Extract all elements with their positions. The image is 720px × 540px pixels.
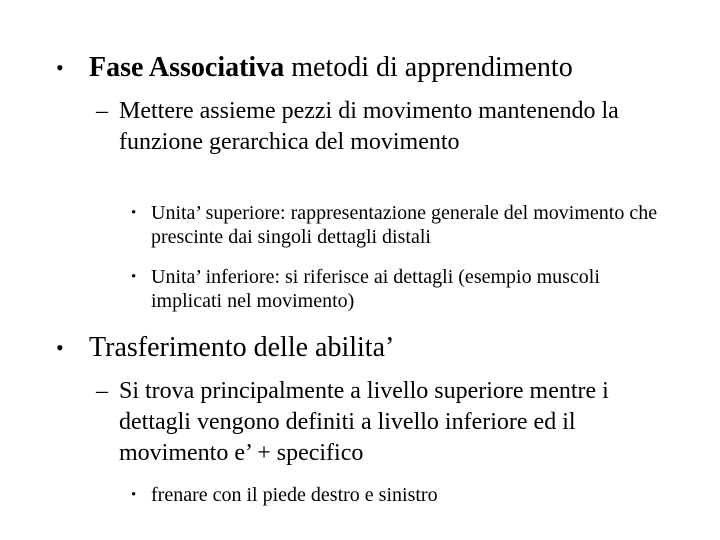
bullet-dash-icon: – <box>96 378 108 404</box>
bullet-item-fase-associativa <box>56 52 676 84</box>
bullet-dot-icon: • <box>131 205 137 221</box>
item-bold-text: Fase Associativa <box>89 52 285 83</box>
item-text <box>89 52 676 84</box>
bullet-dot-icon: • <box>56 55 64 80</box>
bullet-dash-icon: – <box>96 98 108 124</box>
sub-sub-item-frenare <box>131 483 671 507</box>
sub-sub-item-unita-superiore <box>131 201 671 249</box>
sub-item-si-trova <box>96 376 656 469</box>
bullet-dot-icon: • <box>131 487 137 503</box>
item-text: Trasferimento delle abilita’ <box>89 332 395 363</box>
item-text: Unita’ inferiore: si riferisce ai dettagli (esempio muscoli implicati nel movimento) <box>151 266 600 312</box>
item-plain-text: metodi di apprendimento <box>284 52 573 83</box>
bullet-dot-icon: • <box>131 269 137 285</box>
sub-sub-item-unita-inferiore <box>131 265 671 313</box>
item-text: frenare con il piede destro e sinistro <box>151 484 438 506</box>
bullet-dot-icon: • <box>56 335 64 360</box>
item-text: Si trova principalmente a livello superiore mentre i dettagli vengono definiti a livello inferiore ed il movimento e’ + specifico <box>119 378 609 466</box>
item-text: Mettere assieme pezzi di movimento mantenendo la funzione gerarchica del movimento <box>119 98 619 155</box>
item-text: Unita’ superiore: rappresentazione generale del movimento che prescinte dai singoli dettagli distali <box>151 202 658 248</box>
sub-item-mettere-assieme <box>96 96 656 158</box>
bullet-item-trasferimento <box>56 332 676 364</box>
